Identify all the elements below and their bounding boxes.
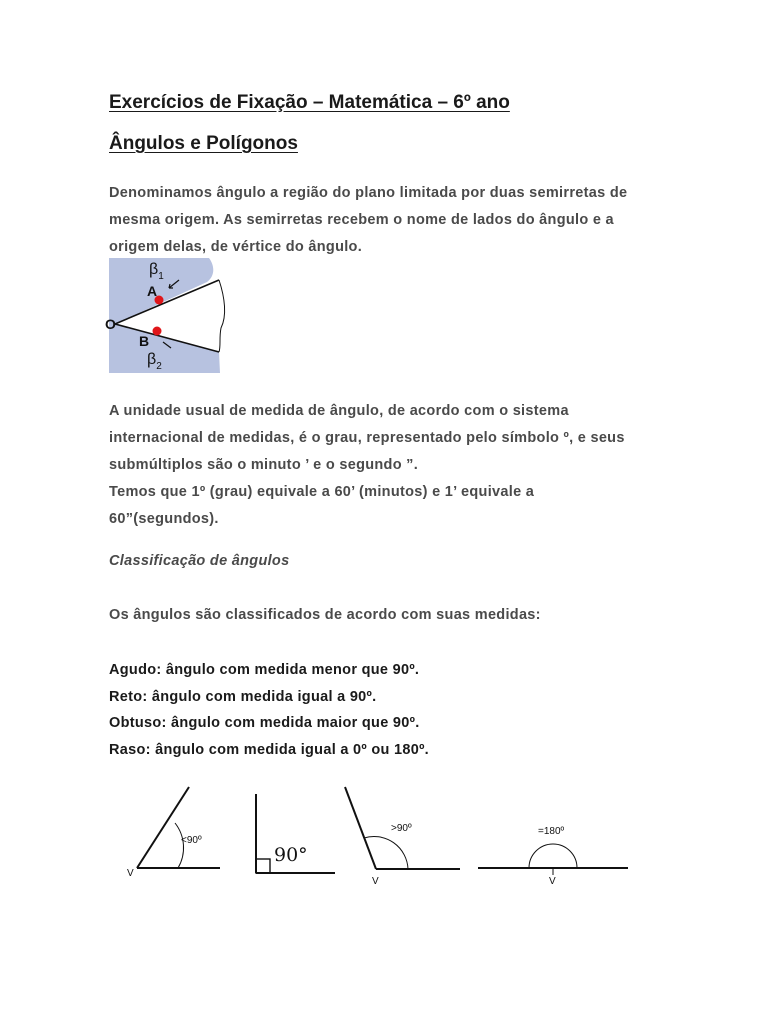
vertex-label: O <box>105 316 116 332</box>
point-b-label: B <box>139 333 150 349</box>
page-title: Exercícios de Fixação – Matemática – 6º ano <box>109 92 510 113</box>
obtuse-vertex-label: V <box>372 876 379 887</box>
section-title: Ângulos e Polígonos <box>109 133 298 154</box>
straight-vertex-label: V <box>549 876 556 887</box>
intro-line: Denominamos ângulo a região do plano limitada por duas semirretas de <box>109 185 628 201</box>
point-b-marker <box>153 327 162 336</box>
ray-1-label: $\beta_1$ <box>149 261 164 282</box>
units-line: internacional de medidas, é o grau, representado pelo símbolo º, e seus <box>109 430 625 446</box>
ray-2-label: $\beta_2$ <box>147 351 162 372</box>
right-angle-label: 90° <box>274 844 308 866</box>
intro-line: origem delas, de vértice do ângulo. <box>109 239 363 255</box>
obtuse-angle-diagram <box>345 787 460 887</box>
right-angle-diagram <box>256 794 335 873</box>
units-line: 60”(segundos). <box>109 511 219 527</box>
angle-types-figure <box>0 780 768 890</box>
angle-vertex-figure <box>105 258 220 373</box>
point-a-label: A <box>147 283 158 299</box>
angle-type-item: Obtuso: ângulo com medida maior que 90º. <box>109 715 420 731</box>
angle-type-item: Raso: ângulo com medida igual a 0º ou 180º. <box>109 741 430 758</box>
units-paragraph <box>109 398 669 533</box>
straight-angle-diagram <box>478 826 628 887</box>
intro-paragraph <box>109 180 669 261</box>
angle-type-list <box>109 657 429 763</box>
units-line: submúltiplos são o minuto ’ e o segundo ”. <box>109 457 419 473</box>
angle-type-item: Reto: ângulo com medida igual a 90º. <box>109 688 377 705</box>
classification-intro: Os ângulos são classificados de acordo com suas medidas: <box>109 607 541 623</box>
units-line: Temos que 1º (grau) equivale a 60’ (minutos) e 1’ equivale a <box>109 484 535 500</box>
intro-line: mesma origem. As semirretas recebem o nome de lados do ângulo e a <box>109 212 614 228</box>
obtuse-angle-label: >90º <box>391 823 412 834</box>
straight-angle-label: =180º <box>538 826 565 837</box>
angle-type-item: Agudo: ângulo com medida menor que 90º. <box>109 662 420 678</box>
classification-heading: Classificação de ângulos <box>109 553 290 569</box>
acute-vertex-label: V <box>127 868 134 879</box>
acute-angle-diagram <box>127 787 220 879</box>
units-line: A unidade usual de medida de ângulo, de acordo com o sistema <box>109 403 569 419</box>
acute-angle-label: <90º <box>181 835 202 846</box>
